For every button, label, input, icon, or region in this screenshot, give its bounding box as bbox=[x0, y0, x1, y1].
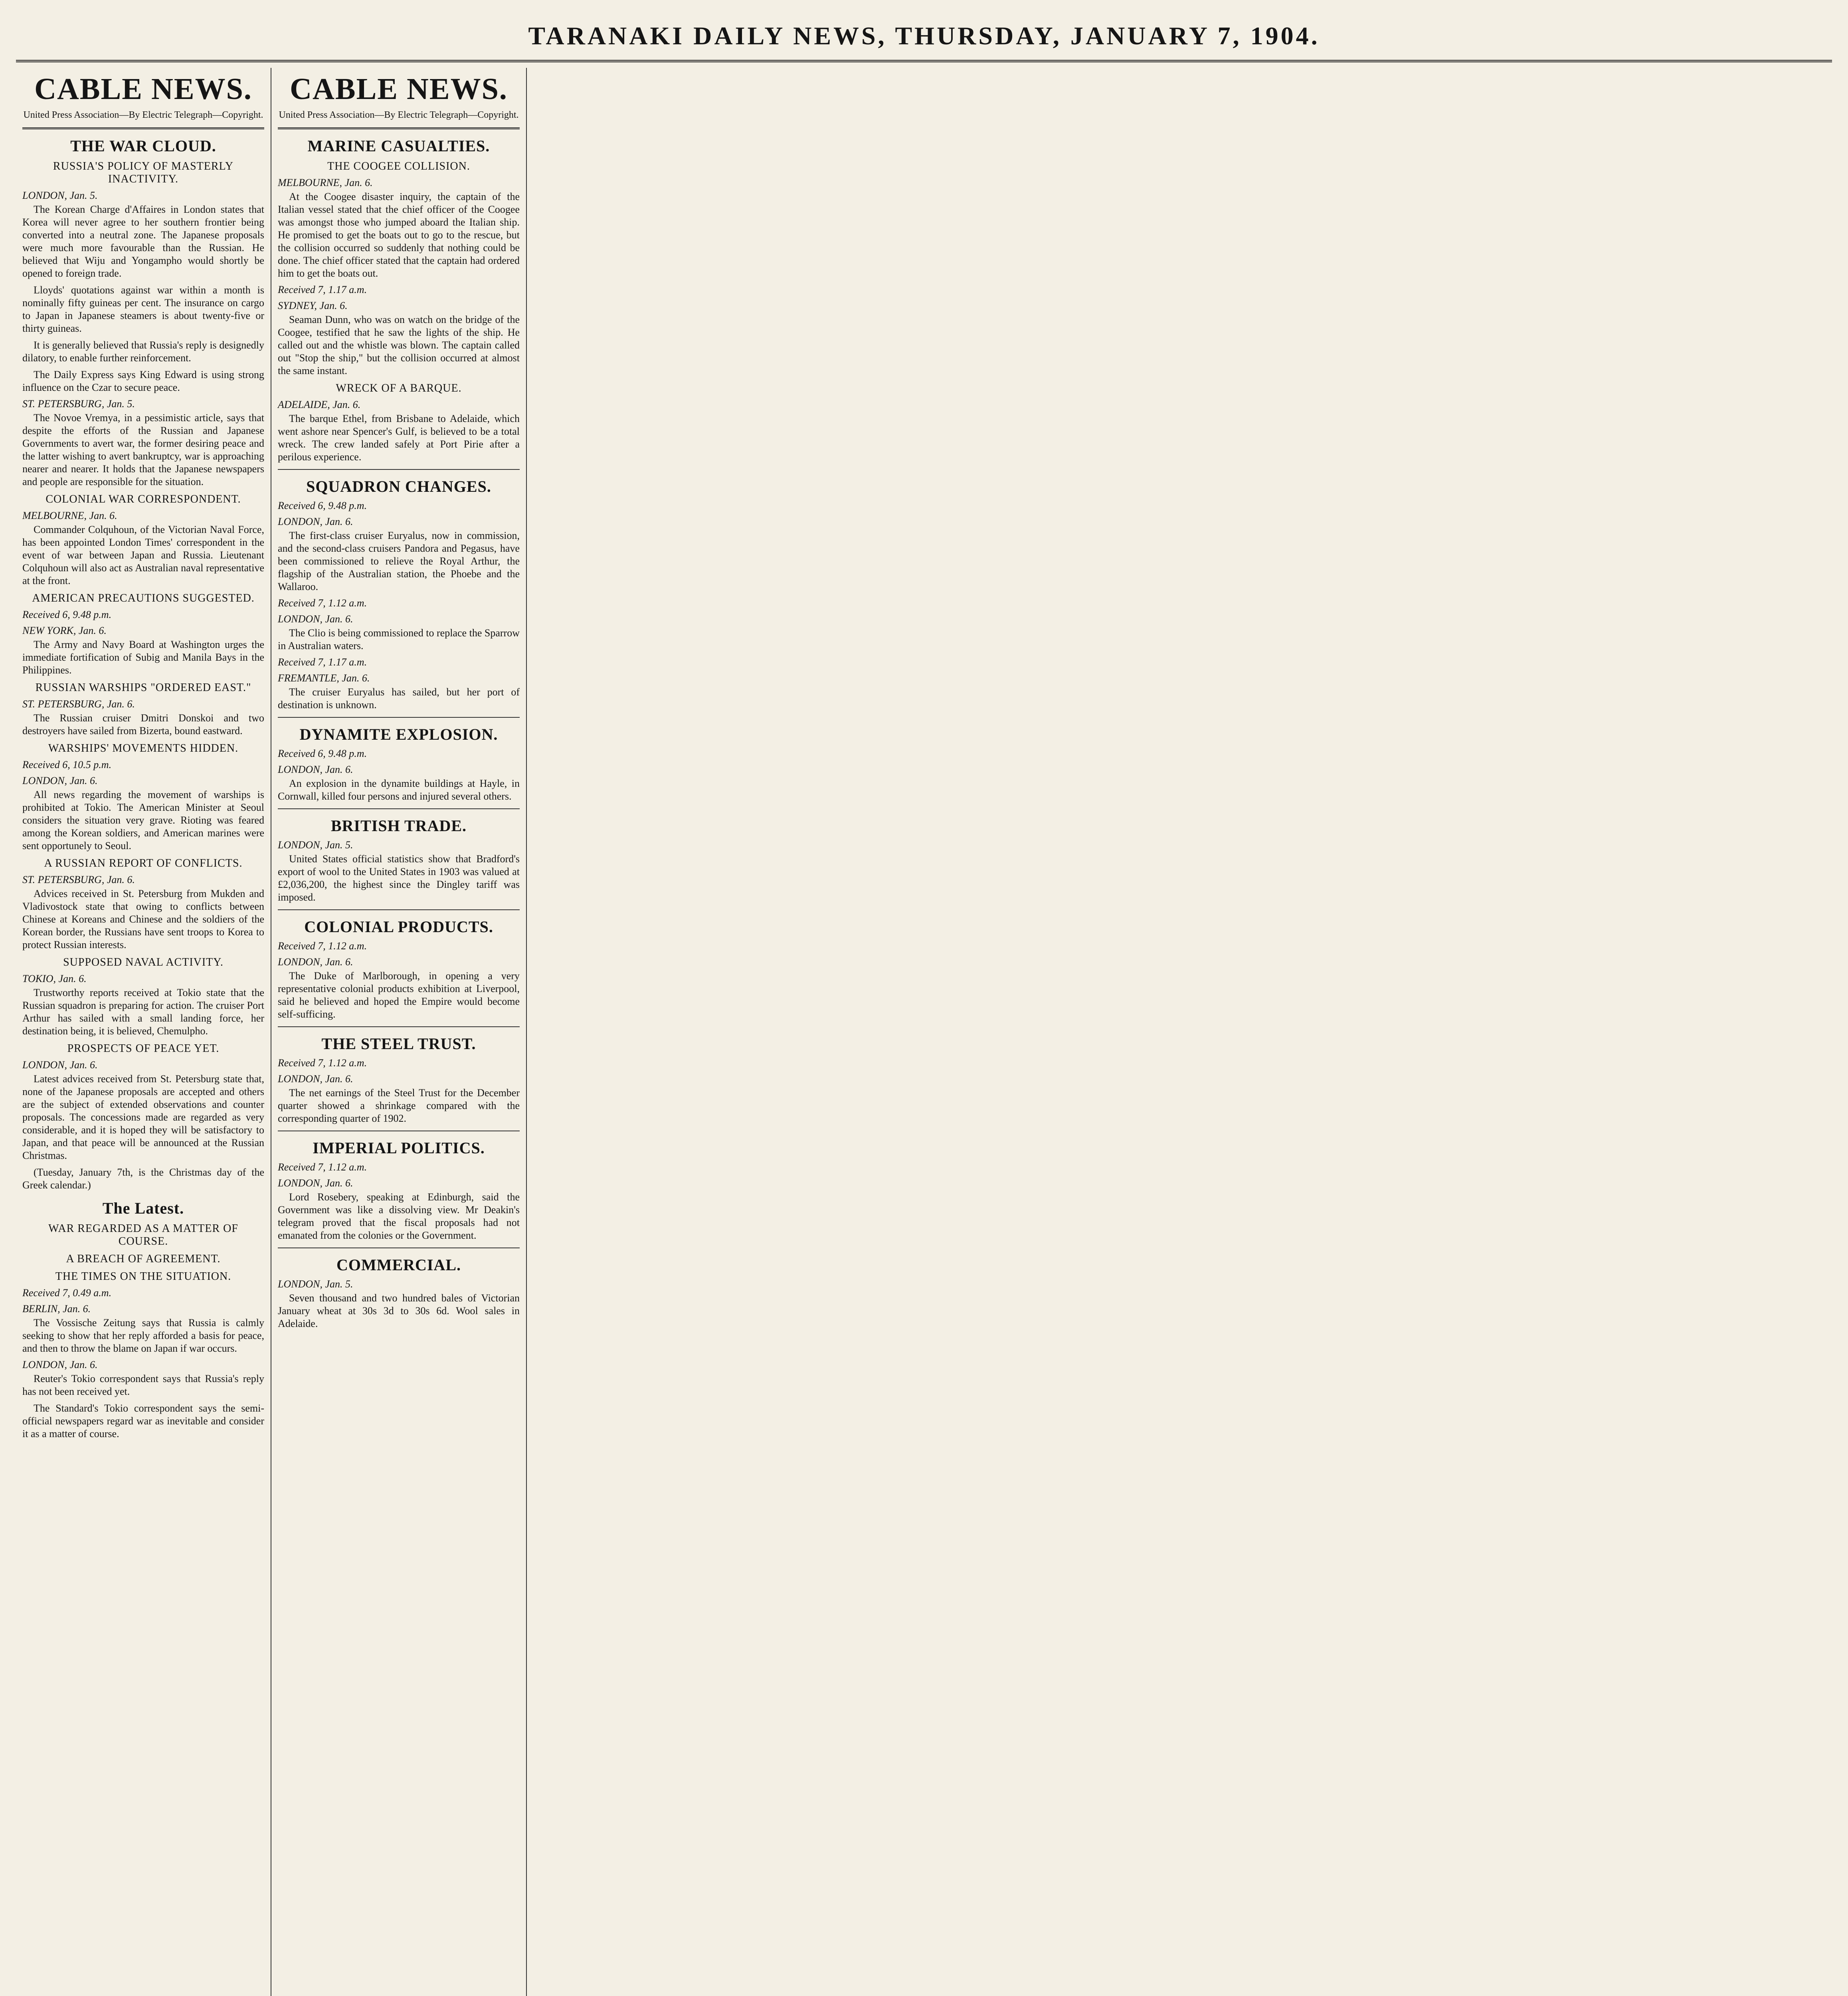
paragraph: An explosion in the dynamite buildings at Hayle, in Cornwall, killed four persons and injured several others. bbox=[278, 778, 520, 802]
article-heading: IMPERIAL POLITICS. bbox=[313, 1139, 485, 1157]
divider bbox=[278, 909, 520, 910]
received-line: Received 7, 1.12 a.m. bbox=[278, 1057, 367, 1069]
dateline: LONDON, Jan. 6. bbox=[22, 1059, 98, 1071]
paragraph: The first-class cruiser Euryalus, now in commission, and the second-class cruisers Pandora and Pegasus, have been commissioned to relieve the Royal Arthur, the flagship of the Australian station, the Phoebe and the Wallaroo. bbox=[278, 530, 520, 592]
divider bbox=[278, 1026, 520, 1027]
subheading: RUSSIAN WARSHIPS "ORDERED EAST." bbox=[35, 681, 251, 694]
section-heading: CABLE NEWS. bbox=[34, 72, 252, 106]
dateline: FREMANTLE, Jan. 6. bbox=[278, 672, 370, 684]
dateline: ST. PETERSBURG, Jan. 5. bbox=[22, 398, 135, 410]
received-line: Received 6, 10.5 p.m. bbox=[22, 759, 112, 770]
dateline: LONDON, Jan. 5. bbox=[22, 190, 98, 201]
dateline: ST. PETERSBURG, Jan. 6. bbox=[22, 698, 135, 710]
subheading: SUPPOSED NAVAL ACTIVITY. bbox=[63, 956, 224, 968]
article-heading: The Latest. bbox=[102, 1199, 184, 1217]
article-heading: COMMERCIAL. bbox=[336, 1256, 461, 1274]
divider bbox=[278, 469, 520, 470]
article-heading: THE WAR CLOUD. bbox=[70, 137, 216, 155]
divider bbox=[278, 127, 520, 129]
paragraph: At the Coogee disaster inquiry, the captain of the Italian vessel stated that the chief officer of the Coogee was amongst those who jumped aboard the Italian ship. He promised to get the boats out to go to the rescue, but the collision occurred so suddenly that nothing could be done. The chief officer stated that the captain had ordered him to get the boats out. bbox=[278, 191, 520, 279]
subheading: COLONIAL WAR CORRESPONDENT. bbox=[46, 493, 241, 505]
paragraph: The Vossische Zeitung says that Russia is calmly seeking to show that her reply afforded a basis for peace, and then to throw the blame on Japan if war occurs. bbox=[22, 1317, 264, 1354]
paragraph: All news regarding the movement of warships is prohibited at Tokio. The American Minister at Seoul considers the situation very grave. Rioting was feared among the Korean soldiers, and American marines were sent opportunely to Seoul. bbox=[22, 789, 264, 851]
paragraph: It is generally believed that Russia's reply is designedly dilatory, to enable further reinforcement. bbox=[22, 339, 264, 364]
received-line: Received 7, 1.17 a.m. bbox=[278, 656, 367, 668]
dateline: TOKIO, Jan. 6. bbox=[22, 973, 87, 984]
dateline: MELBOURNE, Jan. 6. bbox=[278, 177, 373, 188]
received-line: Received 6, 9.48 p.m. bbox=[278, 748, 367, 759]
article-heading: THE STEEL TRUST. bbox=[321, 1035, 476, 1053]
subheading: RUSSIA'S POLICY OF MASTERLY INACTIVITY. bbox=[53, 160, 234, 185]
dateline: LONDON, Jan. 6. bbox=[278, 1073, 353, 1085]
subheading: THE TIMES ON THE SITUATION. bbox=[55, 1270, 231, 1283]
column-2 bbox=[271, 68, 527, 1996]
dateline: NEW YORK, Jan. 6. bbox=[22, 625, 107, 636]
received-line: Received 7, 1.17 a.m. bbox=[278, 284, 367, 295]
paragraph: Lord Rosebery, speaking at Edinburgh, said the Government was like a dissolving view. Mr Deakin's telegram proved that the fiscal proposals had not emanated from the colonies or the Government. bbox=[278, 1191, 520, 1241]
received-line: Received 7, 0.49 a.m. bbox=[22, 1287, 112, 1299]
dateline: LONDON, Jan. 5. bbox=[278, 839, 353, 851]
paragraph: Reuter's Tokio correspondent says that Russia's reply has not been received yet. bbox=[22, 1373, 264, 1397]
subheading: WARSHIPS' MOVEMENTS HIDDEN. bbox=[48, 742, 239, 754]
article-heading: BRITISH TRADE. bbox=[330, 817, 467, 835]
paragraph: The Army and Navy Board at Washington urges the immediate fortification of Subig and Manila Bays in the Philippines. bbox=[22, 639, 264, 676]
divider bbox=[278, 717, 520, 718]
newspaper-columns bbox=[16, 68, 1832, 1996]
paragraph: Latest advices received from St. Petersburg state that, none of the Japanese proposals are accepted and others are the subject of extended observations and counter proposals. The concessions made are regarded as very considerable, and it is hoped they will be satisfactory to Japan, and that peace will be announced at the Russian Christmas. bbox=[22, 1073, 264, 1161]
dateline: ST. PETERSBURG, Jan. 6. bbox=[22, 874, 135, 885]
paragraph: The net earnings of the Steel Trust for the December quarter showed a shrinkage compared with the corresponding quarter of 1902. bbox=[278, 1087, 520, 1124]
subheading: AMERICAN PRECAUTIONS SUGGESTED. bbox=[32, 592, 255, 604]
divider bbox=[22, 127, 264, 129]
paragraph: Seven thousand and two hundred bales of Victorian January wheat at 30s 3d to 30s 6d. Wool sales in Adelaide. bbox=[278, 1292, 520, 1329]
subheading: WAR REGARDED AS A MATTER OF COURSE. bbox=[48, 1222, 238, 1248]
article-heading: COLONIAL PRODUCTS. bbox=[304, 918, 493, 936]
dateline: LONDON, Jan. 6. bbox=[278, 956, 353, 968]
dateline: MELBOURNE, Jan. 6. bbox=[22, 510, 117, 521]
dateline: LONDON, Jan. 6. bbox=[278, 613, 353, 625]
received-line: Received 6, 9.48 p.m. bbox=[278, 500, 367, 511]
divider bbox=[278, 808, 520, 809]
subheading: PROSPECTS OF PEACE YET. bbox=[67, 1042, 220, 1055]
column-1 bbox=[16, 68, 271, 1996]
received-line: Received 7, 1.12 a.m. bbox=[278, 597, 367, 609]
wire-credit: United Press Association—By Electric Telegraph—Copyright. bbox=[23, 110, 263, 120]
subheading: A RUSSIAN REPORT OF CONFLICTS. bbox=[44, 857, 243, 869]
paragraph: The Novoe Vremya, in a pessimistic article, says that despite the efforts of the Russian and Japanese Governments to avert war, the former desiring peace and the latter wishing to avert bankruptcy, war is approaching nearer and nearer. It holds that the Japanese newspapers and people are responsible for the situation. bbox=[22, 412, 264, 487]
received-line: Received 6, 9.48 p.m. bbox=[22, 609, 112, 620]
paragraph: Trustworthy reports received at Tokio state that the Russian squadron is preparing for action. The cruiser Port Arthur has sailed with a small landing force, her destination being, it is believed, Chemulpho. bbox=[22, 987, 264, 1037]
received-line: Received 7, 1.12 a.m. bbox=[278, 940, 367, 952]
paragraph: Advices received in St. Petersburg from Mukden and Vladivostock state that owing to conflicts between Chinese at Koreans and Chinese and the soldiers of the Korean border, the Russians have sent troops to Korea to protect Russian interests. bbox=[22, 888, 264, 950]
section-heading: CABLE NEWS. bbox=[290, 72, 508, 106]
masthead bbox=[16, 12, 1832, 62]
dateline: LONDON, Jan. 6. bbox=[22, 775, 98, 786]
dateline: ADELAIDE, Jan. 6. bbox=[278, 399, 361, 410]
dateline: LONDON, Jan. 6. bbox=[278, 1177, 353, 1189]
subheading: THE COOGEE COLLISION. bbox=[327, 160, 470, 172]
paragraph: The Standard's Tokio correspondent says the semi-official newspapers regard war as inevitable and consider it as a matter of course. bbox=[22, 1402, 264, 1440]
dateline: LONDON, Jan. 5. bbox=[278, 1278, 353, 1290]
paragraph: The Duke of Marlborough, in opening a very representative colonial products exhibition at Liverpool, said he believed and hoped the Empire would become self-sufficing. bbox=[278, 970, 520, 1020]
dateline: SYDNEY, Jan. 6. bbox=[278, 300, 348, 311]
subheading: WRECK OF A BARQUE. bbox=[336, 382, 462, 394]
paragraph: Seaman Dunn, who was on watch on the bridge of the Coogee, testified that he saw the lights of the ship. He called out and the whistle was blown. The captain called out "Stop the ship," but the collision occurred at almost the same instant. bbox=[278, 314, 520, 376]
paragraph: The barque Ethel, from Brisbane to Adelaide, which went ashore near Spencer's Gulf, is believed to be a total wreck. The crew landed safely at Port Pirie after a perilous experience. bbox=[278, 413, 520, 463]
paragraph: The Russian cruiser Dmitri Donskoi and two destroyers have sailed from Bizerta, bound eastward. bbox=[22, 712, 264, 737]
paragraph: The cruiser Euryalus has sailed, but her port of destination is unknown. bbox=[278, 686, 520, 711]
dateline: BERLIN, Jan. 6. bbox=[22, 1303, 91, 1315]
paragraph: (Tuesday, January 7th, is the Christmas day of the Greek calendar.) bbox=[22, 1166, 264, 1191]
received-line: Received 7, 1.12 a.m. bbox=[278, 1161, 367, 1173]
paragraph: Commander Colquhoun, of the Victorian Naval Force, has been appointed London Times' correspondent in the event of war between Japan and Russia. Lieutenant Colquhoun will also act as Australian naval representative at the front. bbox=[22, 524, 264, 586]
paragraph: The Daily Express says King Edward is using strong influence on the Czar to secure peace. bbox=[22, 369, 264, 393]
article-heading: SQUADRON CHANGES. bbox=[306, 477, 491, 495]
paragraph: United States official statistics show that Bradford's export of wool to the United States in 1903 was valued at £2,036,200, the highest since the Dingley tariff was imposed. bbox=[278, 853, 520, 903]
paragraph: The Korean Charge d'Affaires in London states that Korea will never agree to her southern frontier being converted into a neutral zone. The Japanese proposals were much more favourable than the Russian. He believed that Wiju and Yongampho would shortly be opened to foreign trade. bbox=[22, 204, 264, 279]
newspaper-title: TARANAKI DAILY NEWS, THURSDAY, JANUARY 7, 1904. bbox=[528, 22, 1320, 50]
wire-credit: United Press Association—By Electric Telegraph—Copyright. bbox=[279, 110, 519, 120]
article-heading: DYNAMITE EXPLOSION. bbox=[299, 725, 498, 743]
dateline: LONDON, Jan. 6. bbox=[22, 1359, 98, 1370]
paragraph: The Clio is being commissioned to replace the Sparrow in Australian waters. bbox=[278, 627, 520, 651]
dateline: LONDON, Jan. 6. bbox=[278, 516, 353, 527]
subheading: A BREACH OF AGREEMENT. bbox=[66, 1253, 221, 1265]
dateline: LONDON, Jan. 6. bbox=[278, 764, 353, 775]
paragraph: Lloyds' quotations against war within a month is nominally fifty guineas per cent. The insurance on cargo to Japan in Japanese steamers is about twenty-five or thirty guineas. bbox=[22, 284, 264, 334]
article-heading: MARINE CASUALTIES. bbox=[307, 137, 490, 155]
